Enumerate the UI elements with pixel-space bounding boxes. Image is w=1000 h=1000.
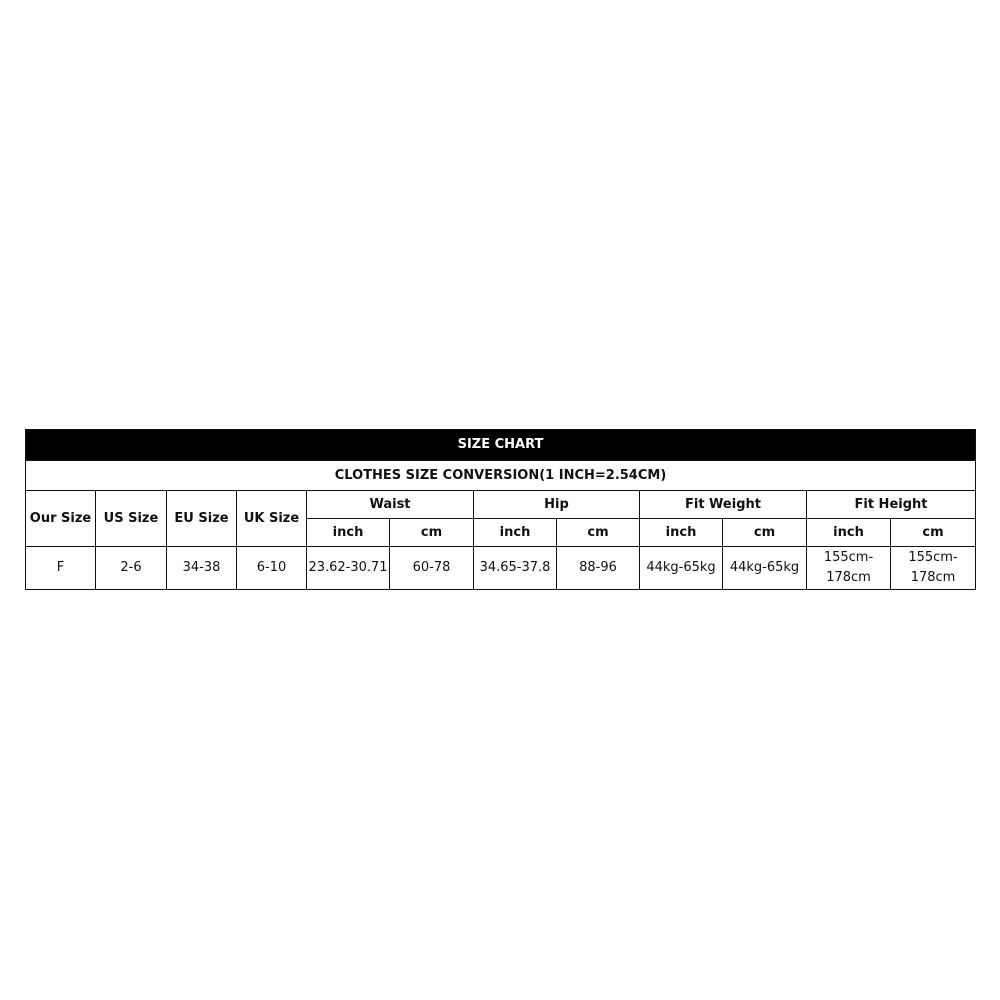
- unit-hip-cm: cm: [557, 519, 640, 547]
- cell-weight-cm: 44kg-65kg: [723, 547, 807, 590]
- cell-our-size: F: [26, 547, 96, 590]
- size-chart-table: [25, 429, 976, 590]
- title-row: [26, 430, 976, 461]
- cell-height-cm: 155cm-178cm: [891, 547, 976, 590]
- table-row: [26, 547, 976, 590]
- table-title: SIZE CHART: [26, 430, 976, 461]
- header-row: [26, 491, 976, 519]
- cell-hip-cm: 88-96: [557, 547, 640, 590]
- header-fit-height: Fit Height: [807, 491, 976, 519]
- unit-height-cm: cm: [891, 519, 976, 547]
- cell-us-size: 2-6: [96, 547, 167, 590]
- unit-waist-inch: inch: [307, 519, 390, 547]
- unit-hip-inch: inch: [474, 519, 557, 547]
- cell-height-inch: 155cm-178cm: [807, 547, 891, 590]
- subtitle-row: [26, 461, 976, 491]
- unit-weight-cm: cm: [723, 519, 807, 547]
- table-subtitle: CLOTHES SIZE CONVERSION(1 INCH=2.54CM): [26, 461, 976, 491]
- unit-weight-inch: inch: [640, 519, 723, 547]
- cell-waist-inch: 23.62-30.71: [307, 547, 390, 590]
- header-us-size: US Size: [96, 491, 167, 547]
- header-eu-size: EU Size: [167, 491, 237, 547]
- header-hip: Hip: [474, 491, 640, 519]
- unit-height-inch: inch: [807, 519, 891, 547]
- cell-weight-inch: 44kg-65kg: [640, 547, 723, 590]
- header-waist: Waist: [307, 491, 474, 519]
- cell-hip-inch: 34.65-37.8: [474, 547, 557, 590]
- cell-uk-size: 6-10: [237, 547, 307, 590]
- cell-eu-size: 34-38: [167, 547, 237, 590]
- unit-waist-cm: cm: [390, 519, 474, 547]
- header-our-size: Our Size: [26, 491, 96, 547]
- cell-waist-cm: 60-78: [390, 547, 474, 590]
- header-uk-size: UK Size: [237, 491, 307, 547]
- header-fit-weight: Fit Weight: [640, 491, 807, 519]
